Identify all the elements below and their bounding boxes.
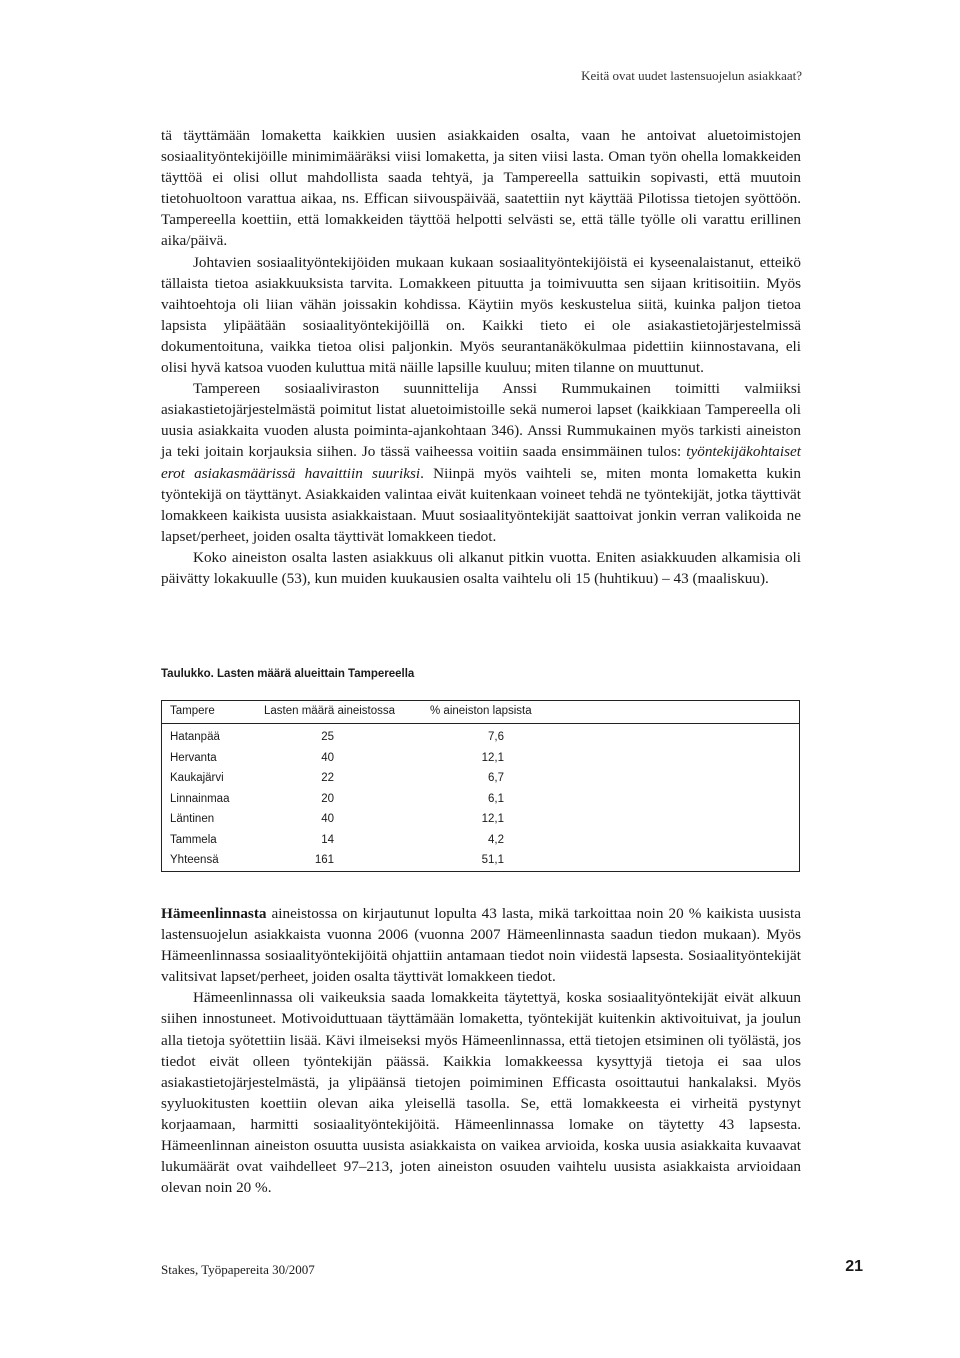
paragraph: Johtavien sosiaalityöntekijöiden mukaan kukaan sosiaalityöntekijöistä ei kyseenalaistanut, etteikö tällaista tietoa asiakkuuksista tarvita. Lomakkeen pituutta ja toimivuutta sen sijaan kritisoitiin. Myös vaihtoehtoja oli liian vähän joissakin kohdissa. Käytiin myös keskustelua siitä, kuinka paljon tietoa lapsista ylipäätään sosiaalityöntekijöillä on. Kaikki tieto ei ole asiakastietojärjestelmissä dokumentoituna, vaikka tietoa olisi paljonkin. Myös seurantanäkökulmaa pidettiin kiinnostavana, eli olisi hyvä katsoa vuoden kuluttua mitä näille lapsille kuuluu; miten tilanne on muuttunut. <box>161 253 801 377</box>
emphasized-text: työntekijäkohtaiset erot asiakasmäärissä havaittiin suuriksi <box>161 443 801 482</box>
table-cell: Tammela <box>170 833 217 846</box>
table-cell: 12,1 <box>481 813 504 825</box>
data-table <box>161 700 800 872</box>
table-cell: 40 <box>321 813 334 825</box>
table-cell: 6,7 <box>488 772 504 784</box>
table-cell: Yhteensä <box>170 854 219 866</box>
table-cell: 25 <box>321 731 334 743</box>
table-cell: 12,1 <box>481 751 504 764</box>
table-cell: Läntinen <box>170 813 215 825</box>
body-text-top <box>161 125 801 589</box>
table-row <box>162 813 799 833</box>
column-header: Tampere <box>170 705 215 717</box>
paragraph-text: . Niinpä myös vaihteli se, miten monta lomaketta kukin työntekijä on täyttänyt. Asiakkaiden valintaa eivät kuitenkaan voineet tehdä ne työntekijät, jotka täyttivät lomakkeen kaikista uusista asiakkaistaan. Muut sosiaalityöntekijät saattoivat jonkin verran valikoida ne lapset/perheet, joiden osalta täyttivät lomakkeen tiedot. <box>161 464 801 545</box>
table-cell: 4,2 <box>488 833 504 846</box>
bold-text: Hämeenlinnasta <box>161 905 267 922</box>
table-cell: 7,6 <box>488 731 504 743</box>
table-caption-text: Lasten määrä alueittain Tampereella <box>217 668 415 680</box>
table-cell: 14 <box>321 833 334 846</box>
paragraph-text: Tampereen sosiaaliviraston suunnittelija Anssi Rummukainen toimitti valmiiksi asiakastietojärjestelmästä poimitut listat aluetoimistoille sekä numeroi lapset (kaikkiaan Tampereella oli uusia asiakkaita vuoden alusta poiminta-ajankohtaan 346). Anssi Rummukainen myös tarkisti aineiston ja teki joitain korjauksia siihen. Jo tässä vaiheessa voitiin saada ensimmäinen tulos: <box>161 380 801 461</box>
table-cell: 22 <box>321 772 334 784</box>
table-caption-label: Taulukko. <box>161 668 214 680</box>
table-cell: 51,1 <box>481 854 504 866</box>
paragraph <box>161 903 801 987</box>
table-cell: 6,1 <box>488 792 504 805</box>
running-header: Keitä ovat uudet lastensuojelun asiakkaat? <box>581 68 802 83</box>
page-number: 21 <box>845 1258 863 1275</box>
table-header <box>162 701 799 724</box>
table-row <box>162 752 799 772</box>
column-header: Lasten määrä aineistossa <box>264 705 396 717</box>
table-caption <box>161 668 414 680</box>
table-row <box>162 731 799 751</box>
table-row <box>162 772 799 792</box>
paragraph: Koko aineiston osalta lasten asiakkuus oli alkanut pitkin vuotta. Eniten asiakkuuden alkamisia oli päivätty lokakuulle (53), kun muiden kuukausien osalta vaihtelu oli 15 (huhtikuu) – 43 (maaliskuu). <box>161 548 801 587</box>
body-text-bottom <box>161 903 801 1198</box>
footer-publication: Stakes, Työpapereita 30/2007 <box>161 1262 315 1277</box>
table-cell: 20 <box>321 792 334 805</box>
table-cell: Hervanta <box>170 751 217 764</box>
table-row <box>162 834 799 854</box>
column-header: % aineiston lapsista <box>430 705 532 717</box>
paragraph: Hämeenlinnassa oli vaikeuksia saada lomakkeita täytettyä, koska sosiaalityöntekijät eivät alkuun siihen innostuneet. Motivoiduttuaan täyttämään lomaketta, työntekijät kuitenkin aktivoituivat, ja joulun alla tietoja syötettiin lisää. Kävi ilmeiseksi myös Hämeenlinnassa, että tietojen etsiminen oli työlästä, jos tiedot eivät olleen työntekijän päässä. Kaikkia lomakkeessa kysyttyjä tietoja ei saa ulos asiakastietojärjestelmästä, ja ylipäänsä tietojen poimiminen Efficasta osoittautui hankalaksi. Myös syyluokitusten koettiin olevan aika yleisellä tasolla. Se, että lomakkeesta ei virheitä pystynyt korjaamaan, harmitti sosiaalityöntekijöitä. Hämeenlinnassa lomake on täytetty 43 lapsesta. Hämeenlinnan aineiston osuutta uusista asiakkaista on vaikea arvioida, koska uusia asiakkaita kuvaavat lukumäärät ovat vaihdelleet 97–213, joten aineiston osuuden vaihtelu uusista asiakkaista arvioidaan olevan noin 20 %. <box>161 989 801 1197</box>
table-cell: Hatanpää <box>170 731 220 743</box>
table-cell: Linnainmaa <box>170 792 230 805</box>
table-cell: 161 <box>314 854 334 866</box>
table-cell: Kaukajärvi <box>170 772 224 784</box>
paragraph-text: aineistossa on kirjautunut lopulta 43 lasta, mikä tarkoittaa noin 20 % kaikista uusista lastensuojelun asiakkaista vuonna 2006 (vuonna 2007 Hämeenlinnasta saadun tiedon mukaan). Myös Hämeenlinnassa sosiaalityöntekijöitä ohjattiin antamaan tiedot noin viidestä lapsesta. Sosiaalityöntekijät valitsivat lapset/perheet, joiden osalta täyttivät lomakkeen tiedot. <box>161 905 801 986</box>
table-row <box>162 854 799 874</box>
paragraph <box>161 378 801 547</box>
table-cell: 40 <box>321 751 334 764</box>
table-row <box>162 793 799 813</box>
paragraph: tä täyttämään lomaketta kaikkien uusien asiakkaiden osalta, vaan he antoivat aluetoimistojen sosiaalityöntekijöille minimimääräksi viisi lomaketta, ja siten viisi lasta. Oman työn ohella lomakkeiden täyttöä ei olisi ollut mahdollista saada tehtyä, ja Tampereella sattuikin sopivasti, että muutoin tietohuoltoon varattua aikaa, ns. Effican siivouspäivää, saatettiin nyt käyttää Pilotissa tietojen syöttöön. Tampereella koettiin, että lomakkeiden täyttöä helpotti selvästi se, että tälle työlle oli varattu erillinen aika/päivä. <box>161 127 801 250</box>
